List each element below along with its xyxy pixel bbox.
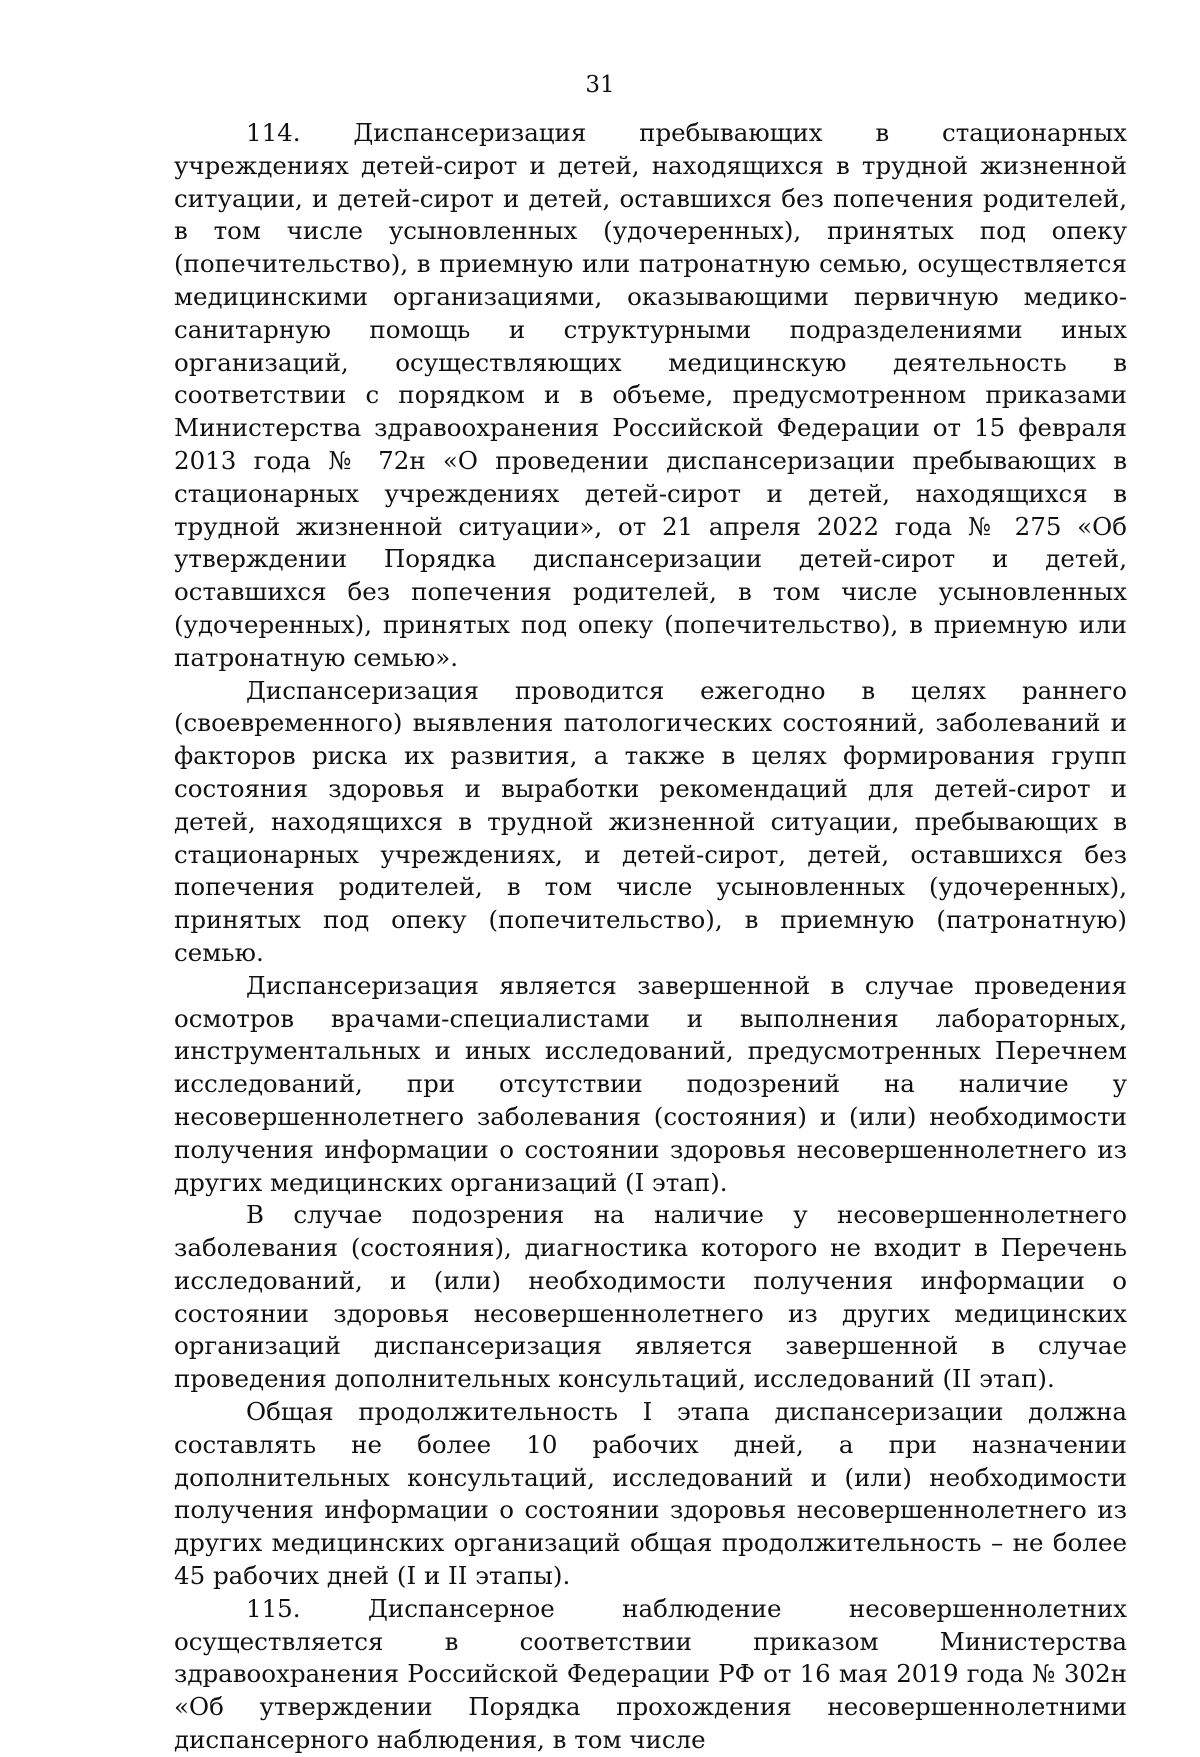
page-number: 31 <box>585 72 615 98</box>
paragraph-114: 114. Диспансеризация пребывающих в стационарных учреждениях детей-сирот и детей, находящихся в трудной жизненной ситуации, и детей-сирот и детей, оставшихся без попечения родителей, в том числе усыновленных (удочеренных), принятых под опеку (попечительство), в приемную или патронатную семью, осуществляется медицинскими организациями, оказывающими первичную медико-санитарную помощь и структурными подразделениями иных организаций, осуществляющих медицинскую деятельность в соответствии с порядком и в объеме, предусмотренном приказами Министерства здравоохранения Российской Федерации от 15 февраля 2013 года № 72н «О проведении диспансеризации пребывающих в стационарных учреждениях детей-сирот и детей, находящихся в трудной жизненной ситуации», от 21 апреля 2022 года № 275 «Об утверждении Порядка диспансеризации детей-сирот и детей, оставшихся без попечения родителей, в том числе усыновленных (удочеренных), принятых под опеку (попечительство), в приемную или патронатную семью». <box>174 118 1127 672</box>
paragraph-dispanserization-purpose: Диспансеризация проводится ежегодно в целях раннего (своевременного) выявления патологических состояний, заболеваний и факторов риска их развития, а также в целях формирования групп состояния здоровья и выработки рекомендаций для детей-сирот и детей, находящихся в трудной жизненной ситуации, пребывающих в стационарных учреждениях, и детей-сирот, детей, оставшихся без попечения родителей, в том числе усыновленных (удочеренных), принятых под опеку (попечительство), в приемную (патронатную) семью. <box>174 675 1127 967</box>
paragraph-stage-two-completion: В случае подозрения на наличие у несовершеннолетнего заболевания (состояния), диагностика которого не входит в Перечень исследований, и (или) необходимости получения информации о состоянии здоровья несовершеннолетнего из других медицинских организаций диспансеризация является завершенной в случае проведения дополнительных консультаций, исследований (II этап). <box>174 1200 1127 1394</box>
document-body <box>174 117 1127 1757</box>
paragraph-115: 115. Диспансерное наблюдение несовершеннолетних осуществляется в соответствии приказом Министерства здравоохранения Российской Федерации РФ от 16 мая 2019 года № 302н «Об утверждении Порядка прохождения несовершеннолетними диспансерного наблюдения, в том числе <box>174 1593 1127 1755</box>
paragraph-duration: Общая продолжительность I этапа диспансеризации должна составлять не более 10 рабочих дней, а при назначении дополнительных консультаций, исследований и (или) необходимости получения информации о состоянии здоровья несовершеннолетнего из других медицинских организаций общая продолжительность – не более 45 рабочих дней (I и II этапы). <box>174 1397 1127 1591</box>
paragraph-stage-one-completion: Диспансеризация является завершенной в случае проведения осмотров врачами-специалистами и выполнения лабораторных, инструментальных и иных исследований, предусмотренных Перечнем исследований, при отсутствии подозрений на наличие у несовершеннолетнего заболевания (состояния) и (или) необходимости получения информации о состоянии здоровья несовершеннолетнего из других медицинских организаций (I этап). <box>174 970 1127 1197</box>
